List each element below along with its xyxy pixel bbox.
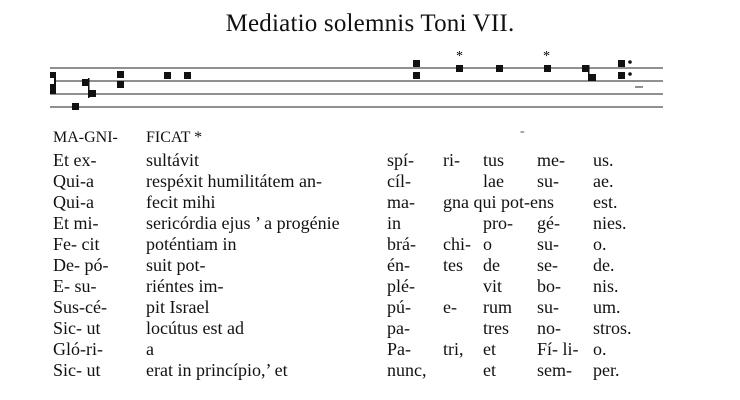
note <box>117 71 124 78</box>
verse-syllable-c7: um. <box>593 297 621 317</box>
verse-syllable-c5: de <box>483 255 500 275</box>
verse-syllable-c3: én- <box>387 255 410 275</box>
verse-syllable-c4: tri, <box>443 339 464 359</box>
note <box>72 103 79 110</box>
verse-syllable-c5: tus <box>483 150 505 170</box>
verse-syllable-c5: tres <box>483 318 509 338</box>
verse-syllable-c7: est. <box>593 192 618 212</box>
verse-syllable-c1: Qui-a <box>53 171 94 191</box>
staff-lines <box>50 68 663 107</box>
verse-syllable-c7: o. <box>593 234 607 254</box>
verse-row <box>0 297 740 318</box>
verse-syllable-c5: o <box>483 234 492 254</box>
asterisk-mark: * <box>456 49 463 64</box>
verse-syllable-c3: spí- <box>387 150 414 170</box>
verse-syllable-c6: se- <box>537 255 558 275</box>
clef <box>50 72 56 94</box>
note <box>413 72 420 79</box>
verse-syllable-c2: respéxit humilitátem an- <box>146 171 322 191</box>
verse-syllable-c2: locútus est ad <box>146 318 244 338</box>
verse-syllable-c5: et <box>483 360 496 380</box>
verse-row <box>0 234 740 255</box>
verse-syllable-c2: erat in princípio,’ et <box>146 360 288 380</box>
note <box>82 79 89 86</box>
verse-syllable-c1: Fe- cit <box>53 234 100 254</box>
verse-syllable-c6: bo- <box>537 276 561 296</box>
verse-syllable-c7: de. <box>593 255 615 275</box>
music-staff <box>0 0 740 125</box>
verse-syllable-c7: nis. <box>593 276 619 296</box>
note <box>117 81 124 88</box>
verse-row <box>0 339 740 360</box>
verse-syllable-c3: cíl- <box>387 171 411 191</box>
note <box>618 60 625 67</box>
verse-syllable-c7: us. <box>593 150 614 170</box>
note <box>544 65 551 72</box>
verse-syllable-c6: su- <box>537 297 559 317</box>
verse-row <box>0 360 740 381</box>
verse-syllable-c2: suit pot- <box>146 255 206 275</box>
verse-syllable-c6: su- <box>537 234 559 254</box>
verse-syllable-c4: ri- <box>443 150 460 170</box>
verse-syllable-c6: me- <box>537 150 565 170</box>
note <box>89 90 96 97</box>
verse-syllable-c1: Et mi- <box>53 213 99 233</box>
verse-syllable-c2: riéntes im- <box>146 276 224 296</box>
verse-syllable-c1: Sic- ut <box>53 360 101 380</box>
verse-syllable-c1: Et ex- <box>53 150 97 170</box>
verse-syllable-c5: rum <box>483 297 512 317</box>
verse-syllable-c6: Fí- li- <box>537 339 579 359</box>
chant-title: Mediatio solemnis Toni VII. <box>225 10 515 37</box>
verse-syllable-c1: Sic- ut <box>53 318 101 338</box>
verse-syllable-c6: gé- <box>537 213 560 233</box>
verse-syllable-c3: nunc, <box>387 360 427 380</box>
verse-syllable-c4: e- <box>443 297 457 317</box>
verse-syllable-c5: vit <box>483 276 503 296</box>
verse-syllable-c5: pro- <box>483 213 513 233</box>
verse-syllable-c5: lae <box>483 171 504 191</box>
verse-syllable-c3: in <box>387 213 402 233</box>
verse-row <box>0 171 740 192</box>
verse-row <box>0 318 740 339</box>
verse-syllable-c7: per. <box>593 360 620 380</box>
verse-syllable-c1: De- pó- <box>53 255 109 275</box>
verse-syllable-c1: Gló-ri- <box>53 339 103 359</box>
verse-syllable-c2: poténtiam in <box>146 234 237 254</box>
verse-syllable-c3: pa- <box>387 318 410 338</box>
verse-syllable-c4: chi- <box>443 234 471 254</box>
verse-syllable-c6: su- <box>537 171 559 191</box>
note <box>589 74 596 81</box>
verse-syllable-c3: ma- <box>387 192 415 212</box>
verse-syllable-c2: pit Israel <box>146 297 210 317</box>
note <box>618 72 625 79</box>
verse-row <box>0 192 740 213</box>
verse-syllable-c2: fecit mihi <box>146 192 216 212</box>
incipit-syllable: MA-GNI- <box>53 129 118 146</box>
verse-syllable-c3: plé- <box>387 276 415 296</box>
verse-row <box>0 255 740 276</box>
verse-syllable-c2: sericórdia ejus ’ a progénie <box>146 213 340 233</box>
verse-syllable-c2: a <box>146 339 154 359</box>
verse-syllable-c7: o. <box>593 339 607 359</box>
note <box>184 72 191 79</box>
verse-syllable-c5: et <box>483 339 496 359</box>
verse-syllable-c3: brá- <box>387 234 416 254</box>
verse-syllable-c6: no- <box>537 318 561 338</box>
incipit-syllable: FICAT * <box>146 129 203 146</box>
verse-syllable-c7: nies. <box>593 213 627 233</box>
verse-row <box>0 276 740 297</box>
note <box>413 60 420 67</box>
verse-syllable-c4: tes <box>443 255 463 275</box>
verse-row <box>0 150 740 171</box>
verse-syllable-c1: E- su- <box>53 276 97 296</box>
verse-syllable-c7: ae. <box>593 171 614 191</box>
verse-syllable-c1: Qui-a <box>53 192 94 212</box>
verse-syllable-c3: Pa- <box>387 339 411 359</box>
note <box>164 72 171 79</box>
verse-syllable-c4: gna qui pot-ens <box>443 192 554 212</box>
verse-syllable-c7: stros. <box>593 318 632 338</box>
note <box>496 65 503 72</box>
note <box>456 65 463 72</box>
verse-syllable-c2: sultávit <box>146 150 199 170</box>
verse-syllable-c6: sem- <box>537 360 572 380</box>
verse-syllable-c1: Sus-cé- <box>53 297 107 317</box>
asterisk-mark: * <box>543 49 550 64</box>
note <box>582 65 589 72</box>
verse-syllable-c3: pú- <box>387 297 411 317</box>
verse-row <box>0 213 740 234</box>
